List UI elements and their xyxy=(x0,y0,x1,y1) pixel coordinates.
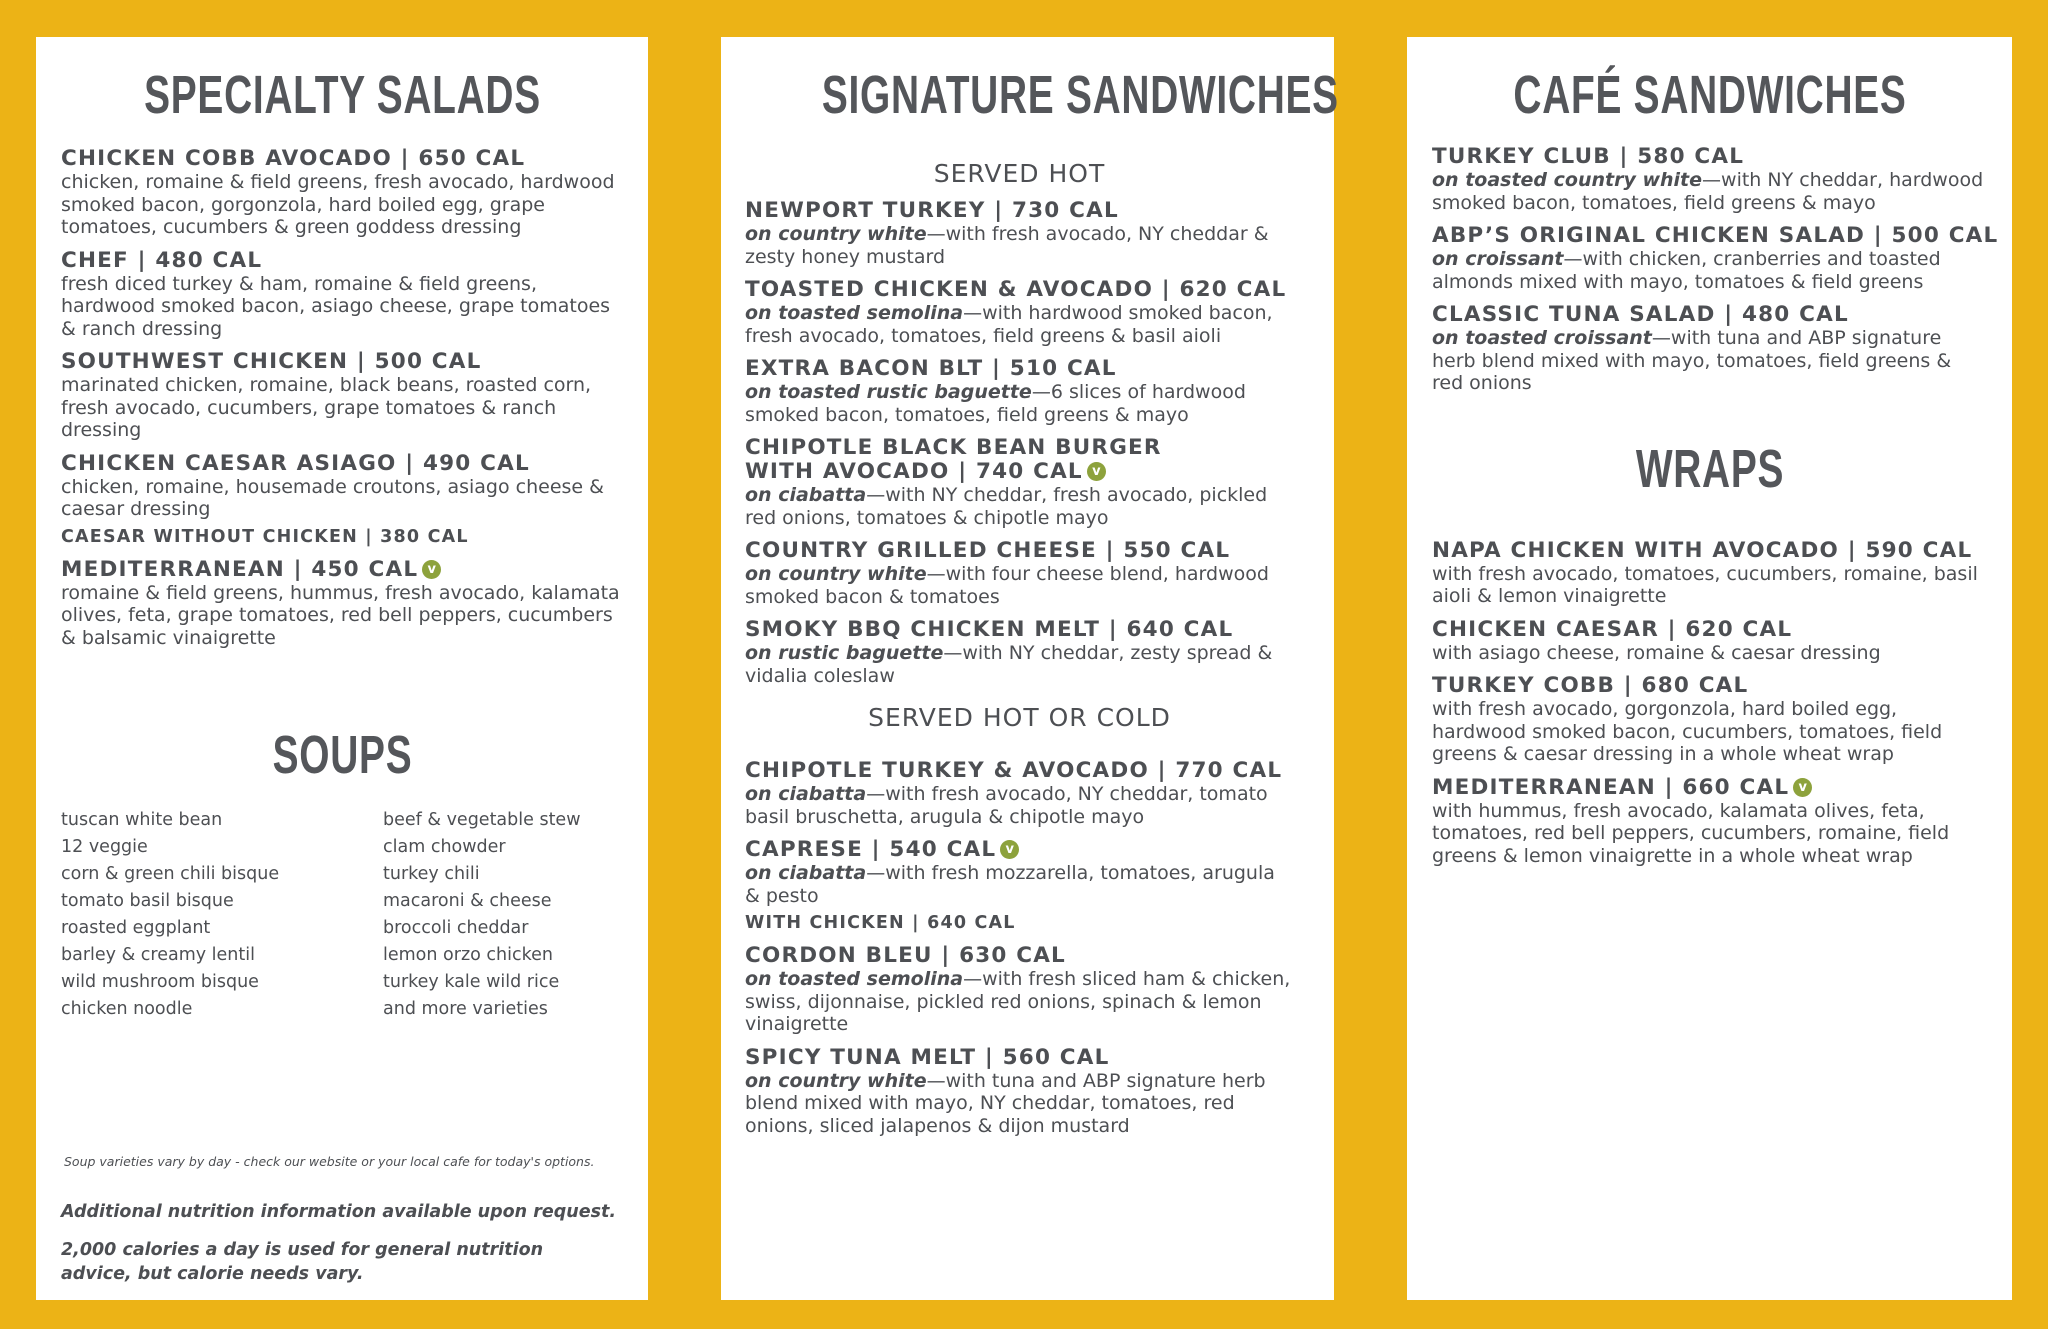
item-name: CHEF | 480 CAL xyxy=(61,247,263,273)
menu-item xyxy=(61,452,624,548)
soup-item: and more varieties xyxy=(383,999,548,1019)
item-description xyxy=(745,862,1294,907)
bread-type: on toasted country white xyxy=(1432,169,1703,191)
item-name: CHIPOTLE BLACK BEAN BURGER xyxy=(745,435,1162,460)
item-description: fresh diced turkey & ham, romaine & field greens, hardwood smoked bacon, asiago cheese, grape tomatoes & ranch dressing xyxy=(61,272,611,340)
item-description: chicken, romaine & field greens, fresh avocado, hardwood smoked bacon, gorgonzola, hard boiled egg, grape tomatoes, cucumbers & green goddess dressing xyxy=(61,171,615,238)
item-name: CHIPOTLE TURKEY & AVOCADO | 770 CAL xyxy=(745,758,1283,783)
menu-item xyxy=(745,838,1294,934)
cafe-sandwiches-list xyxy=(1432,144,1999,395)
signature-sandwiches-title: SIGNATURE SANDWICHES xyxy=(821,65,1339,125)
item-name: CHICKEN COBB AVOCADO | 650 CAL xyxy=(61,146,526,171)
item-ingredients: —with four cheese blend, hardwood smoked bacon & tomatoes xyxy=(745,563,1269,608)
menu-item xyxy=(1432,145,1988,214)
item-name: SOUTHWEST CHICKEN | 500 CAL xyxy=(61,349,482,374)
soup-item: clam chowder xyxy=(383,837,506,857)
item-ingredients: —with tuna and ABP signature herb blend mixed with mayo, tomatoes, field greens & red onions xyxy=(1432,327,1952,394)
item-description xyxy=(745,968,1294,1036)
soup-item: lemon orzo chicken xyxy=(383,945,553,965)
wraps-title: WRAPS xyxy=(1635,438,1785,499)
vegetarian-icon: v xyxy=(1000,840,1019,859)
item-ingredients: —6 slices of hardwood smoked bacon, tomatoes, field greens & mayo xyxy=(745,381,1246,426)
served-hot-heading: SERVED HOT xyxy=(933,159,1106,188)
calorie-advice-note: 2,000 calories a day is used for general nutrition advice, but calorie needs vary. xyxy=(61,1240,544,1284)
menu-item xyxy=(1432,539,1988,608)
soups-list xyxy=(61,807,624,1023)
item-name: SPICY TUNA MELT | 560 CAL xyxy=(745,1044,1110,1070)
bread-type: on rustic baguette xyxy=(745,642,944,664)
item-description xyxy=(1432,248,1988,293)
soup-item: roasted eggplant xyxy=(61,918,211,938)
bread-type: on toasted croissant xyxy=(1432,327,1652,349)
item-description: with hummus, fresh avocado, kalamata olives, feta, tomatoes, red bell peppers, cucumbers, romaine, field greens & lemon vinaigrette in a whole wheat wrap xyxy=(1432,799,1950,867)
bread-type: on country white xyxy=(745,1069,927,1092)
vegetarian-icon: v xyxy=(1793,778,1812,797)
menu-item xyxy=(1432,618,1988,665)
soup-item: wild mushroom bisque xyxy=(61,972,259,992)
salads-list xyxy=(61,147,624,649)
bread-type: on ciabatta xyxy=(745,783,867,805)
item-name: MEDITERRANEAN | 660 CAL xyxy=(1432,774,1790,800)
item-description xyxy=(1432,169,1988,214)
item-description: with asiago cheese, romaine & caesar dressing xyxy=(1432,641,1881,664)
bread-type: on country white xyxy=(745,223,927,245)
bread-type: on toasted semolina xyxy=(745,302,964,324)
item-name: NAPA CHICKEN WITH AVOCADO | 590 CAL xyxy=(1432,537,1973,563)
menu-item xyxy=(745,199,1294,268)
item-description xyxy=(745,642,1294,687)
item-description: with fresh avocado, tomatoes, cucumbers, romaine, basil aioli & lemon vinaigrette xyxy=(1432,562,1978,607)
soup-item: tuscan white bean xyxy=(61,810,223,830)
item-name: MEDITERRANEAN | 450 CAL xyxy=(61,556,419,582)
menu-item xyxy=(745,436,1294,529)
item-description: with fresh avocado, gorgonzola, hard boiled egg, hardwood smoked bacon, cucumbers, tomatoes, field greens & caesar dressing in a whole wheat wrap xyxy=(1432,698,1943,765)
item-name: CORDON BLEU | 630 CAL xyxy=(745,943,1066,968)
soup-item: tomato basil bisque xyxy=(61,891,234,911)
item-description xyxy=(745,223,1294,268)
menu-item xyxy=(61,350,624,442)
item-ingredients: —with fresh mozzarella, tomatoes, arugula & pesto xyxy=(745,862,1275,907)
soup-item: broccoli cheddar xyxy=(383,918,529,938)
item-name: EXTRA BACON BLT | 510 CAL xyxy=(745,356,1117,381)
menu-item xyxy=(745,278,1294,347)
item-name: CLASSIC TUNA SALAD | 480 CAL xyxy=(1432,302,1849,327)
item-name-row xyxy=(1432,776,1988,800)
item-name: WITH AVOCADO | 740 CAL xyxy=(745,459,1083,484)
item-name: TURKEY CLUB | 580 CAL xyxy=(1432,144,1745,169)
item-ingredients: —with tuna and ABP signature herb blend mixed with mayo, NY cheddar, tomatoes, red onions, sliced jalapenos & dijon mustard xyxy=(745,1069,1266,1137)
item-ingredients: —with NY cheddar, hardwood smoked bacon, tomatoes, field greens & mayo xyxy=(1432,169,1984,214)
soup-item: barley & creamy lentil xyxy=(61,945,255,965)
menu-item xyxy=(61,147,624,239)
item-ingredients: —with fresh avocado, NY cheddar, tomato basil bruschetta, arugula & chipotle mayo xyxy=(745,783,1268,828)
menu-item xyxy=(1432,303,1988,395)
menu-item xyxy=(745,357,1294,426)
item-name: TOASTED CHICKEN & AVOCADO | 620 CAL xyxy=(745,277,1287,302)
item-description: romaine & field greens, hummus, fresh avocado, kalamata olives, feta, grape tomatoes, red bell peppers, cucumbers & balsamic vinaigrette xyxy=(61,581,620,649)
menu-item xyxy=(1432,674,1988,766)
menu-item xyxy=(61,558,624,650)
menu-item xyxy=(745,1046,1294,1138)
bread-type: on ciabatta xyxy=(745,862,867,884)
item-name-row xyxy=(61,558,624,582)
item-name-row xyxy=(745,460,1294,484)
item-description xyxy=(745,484,1294,529)
item-ingredients: —with fresh sliced ham & chicken, swiss, dijonnaise, pickled red onions, spinach & lemon vinaigrette xyxy=(745,968,1291,1035)
soups-column-right xyxy=(383,807,643,1023)
bread-type: on country white xyxy=(745,563,927,585)
menu-item xyxy=(61,249,624,341)
bread-type: on toasted semolina xyxy=(745,968,964,990)
item-variant: CAESAR WITHOUT CHICKEN | 380 CAL xyxy=(61,526,469,547)
menu-item xyxy=(745,759,1294,828)
soup-item: turkey chili xyxy=(383,864,480,884)
menu-item xyxy=(1432,776,1988,868)
item-ingredients: —with chicken, cranberries and toasted almonds mixed with mayo, tomatoes & field greens xyxy=(1432,248,1941,293)
cafe-sandwiches-title: CAFÉ SANDWICHES xyxy=(1513,65,1907,125)
item-name: CHICKEN CAESAR ASIAGO | 490 CAL xyxy=(61,450,530,476)
item-description xyxy=(745,1070,1294,1138)
vegetarian-icon: v xyxy=(422,560,441,579)
bread-type: on ciabatta xyxy=(745,484,867,506)
signature-sandwiches-panel xyxy=(721,37,1339,1300)
specialty-salads-title: SPECIALTY SALADS xyxy=(144,65,541,125)
item-ingredients: —with NY cheddar, fresh avocado, pickled red onions, tomatoes & chipotle mayo xyxy=(745,484,1268,529)
menu-item xyxy=(745,618,1294,687)
item-description: marinated chicken, romaine, black beans, roasted corn, fresh avocado, cucumbers, grape tomatoes & ranch dressing xyxy=(61,374,592,441)
soup-item: turkey kale wild rice xyxy=(383,972,560,992)
item-name-row xyxy=(745,838,1294,862)
menu-item xyxy=(1432,223,1999,293)
item-description xyxy=(1432,327,1988,395)
item-name: SMOKY BBQ CHICKEN MELT | 640 CAL xyxy=(745,617,1234,642)
item-name: TURKEY COBB | 680 CAL xyxy=(1432,673,1749,698)
menu-item xyxy=(745,944,1294,1036)
soup-item: 12 veggie xyxy=(61,837,148,857)
item-description xyxy=(745,381,1294,426)
item-description xyxy=(745,783,1294,828)
served-hot-or-cold-heading: SERVED HOT OR COLD xyxy=(868,703,1171,732)
item-ingredients: —with fresh avocado, NY cheddar & zesty honey mustard xyxy=(745,223,1269,268)
vegetarian-icon: v xyxy=(1087,462,1106,481)
cafe-sandwiches-wraps-panel xyxy=(1407,37,2012,1300)
soup-item: beef & vegetable stew xyxy=(383,810,581,830)
item-name: CAPRESE | 540 CAL xyxy=(745,837,997,862)
soup-item: chicken noodle xyxy=(61,999,193,1019)
soup-variety-note: Soup varieties vary by day - check our website or your local cafe for today's options. xyxy=(64,1154,595,1169)
item-variant: WITH CHICKEN | 640 CAL xyxy=(745,913,1016,933)
soup-item: corn & green chili bisque xyxy=(61,864,280,884)
soups-title: SOUPS xyxy=(272,725,413,785)
soups-column-left xyxy=(61,807,383,1023)
item-name: COUNTRY GRILLED CHEESE | 550 CAL xyxy=(745,538,1231,563)
item-name: NEWPORT TURKEY | 730 CAL xyxy=(745,198,1119,223)
item-ingredients: —with hardwood smoked bacon, fresh avocado, tomatoes, field greens & basil aioli xyxy=(745,302,1273,347)
item-ingredients: —with NY cheddar, zesty spread & vidalia coleslaw xyxy=(745,642,1273,687)
salads-soups-panel xyxy=(36,37,648,1300)
item-name: CHICKEN CAESAR | 620 CAL xyxy=(1432,616,1793,642)
item-description xyxy=(745,563,1294,608)
nutrition-info-note: Additional nutrition information available upon request. xyxy=(61,1202,617,1222)
menu-item xyxy=(745,539,1294,608)
soup-item: macaroni & cheese xyxy=(383,891,552,911)
wraps-list xyxy=(1432,539,1988,868)
item-description xyxy=(745,302,1294,347)
item-name: ABP’S ORIGINAL CHICKEN SALAD | 500 CAL xyxy=(1432,223,1999,248)
bread-type: on toasted rustic baguette xyxy=(745,381,1032,403)
bread-type: on croissant xyxy=(1432,248,1564,270)
item-description: chicken, romaine, housemade croutons, asiago cheese & caesar dressing xyxy=(61,475,604,520)
